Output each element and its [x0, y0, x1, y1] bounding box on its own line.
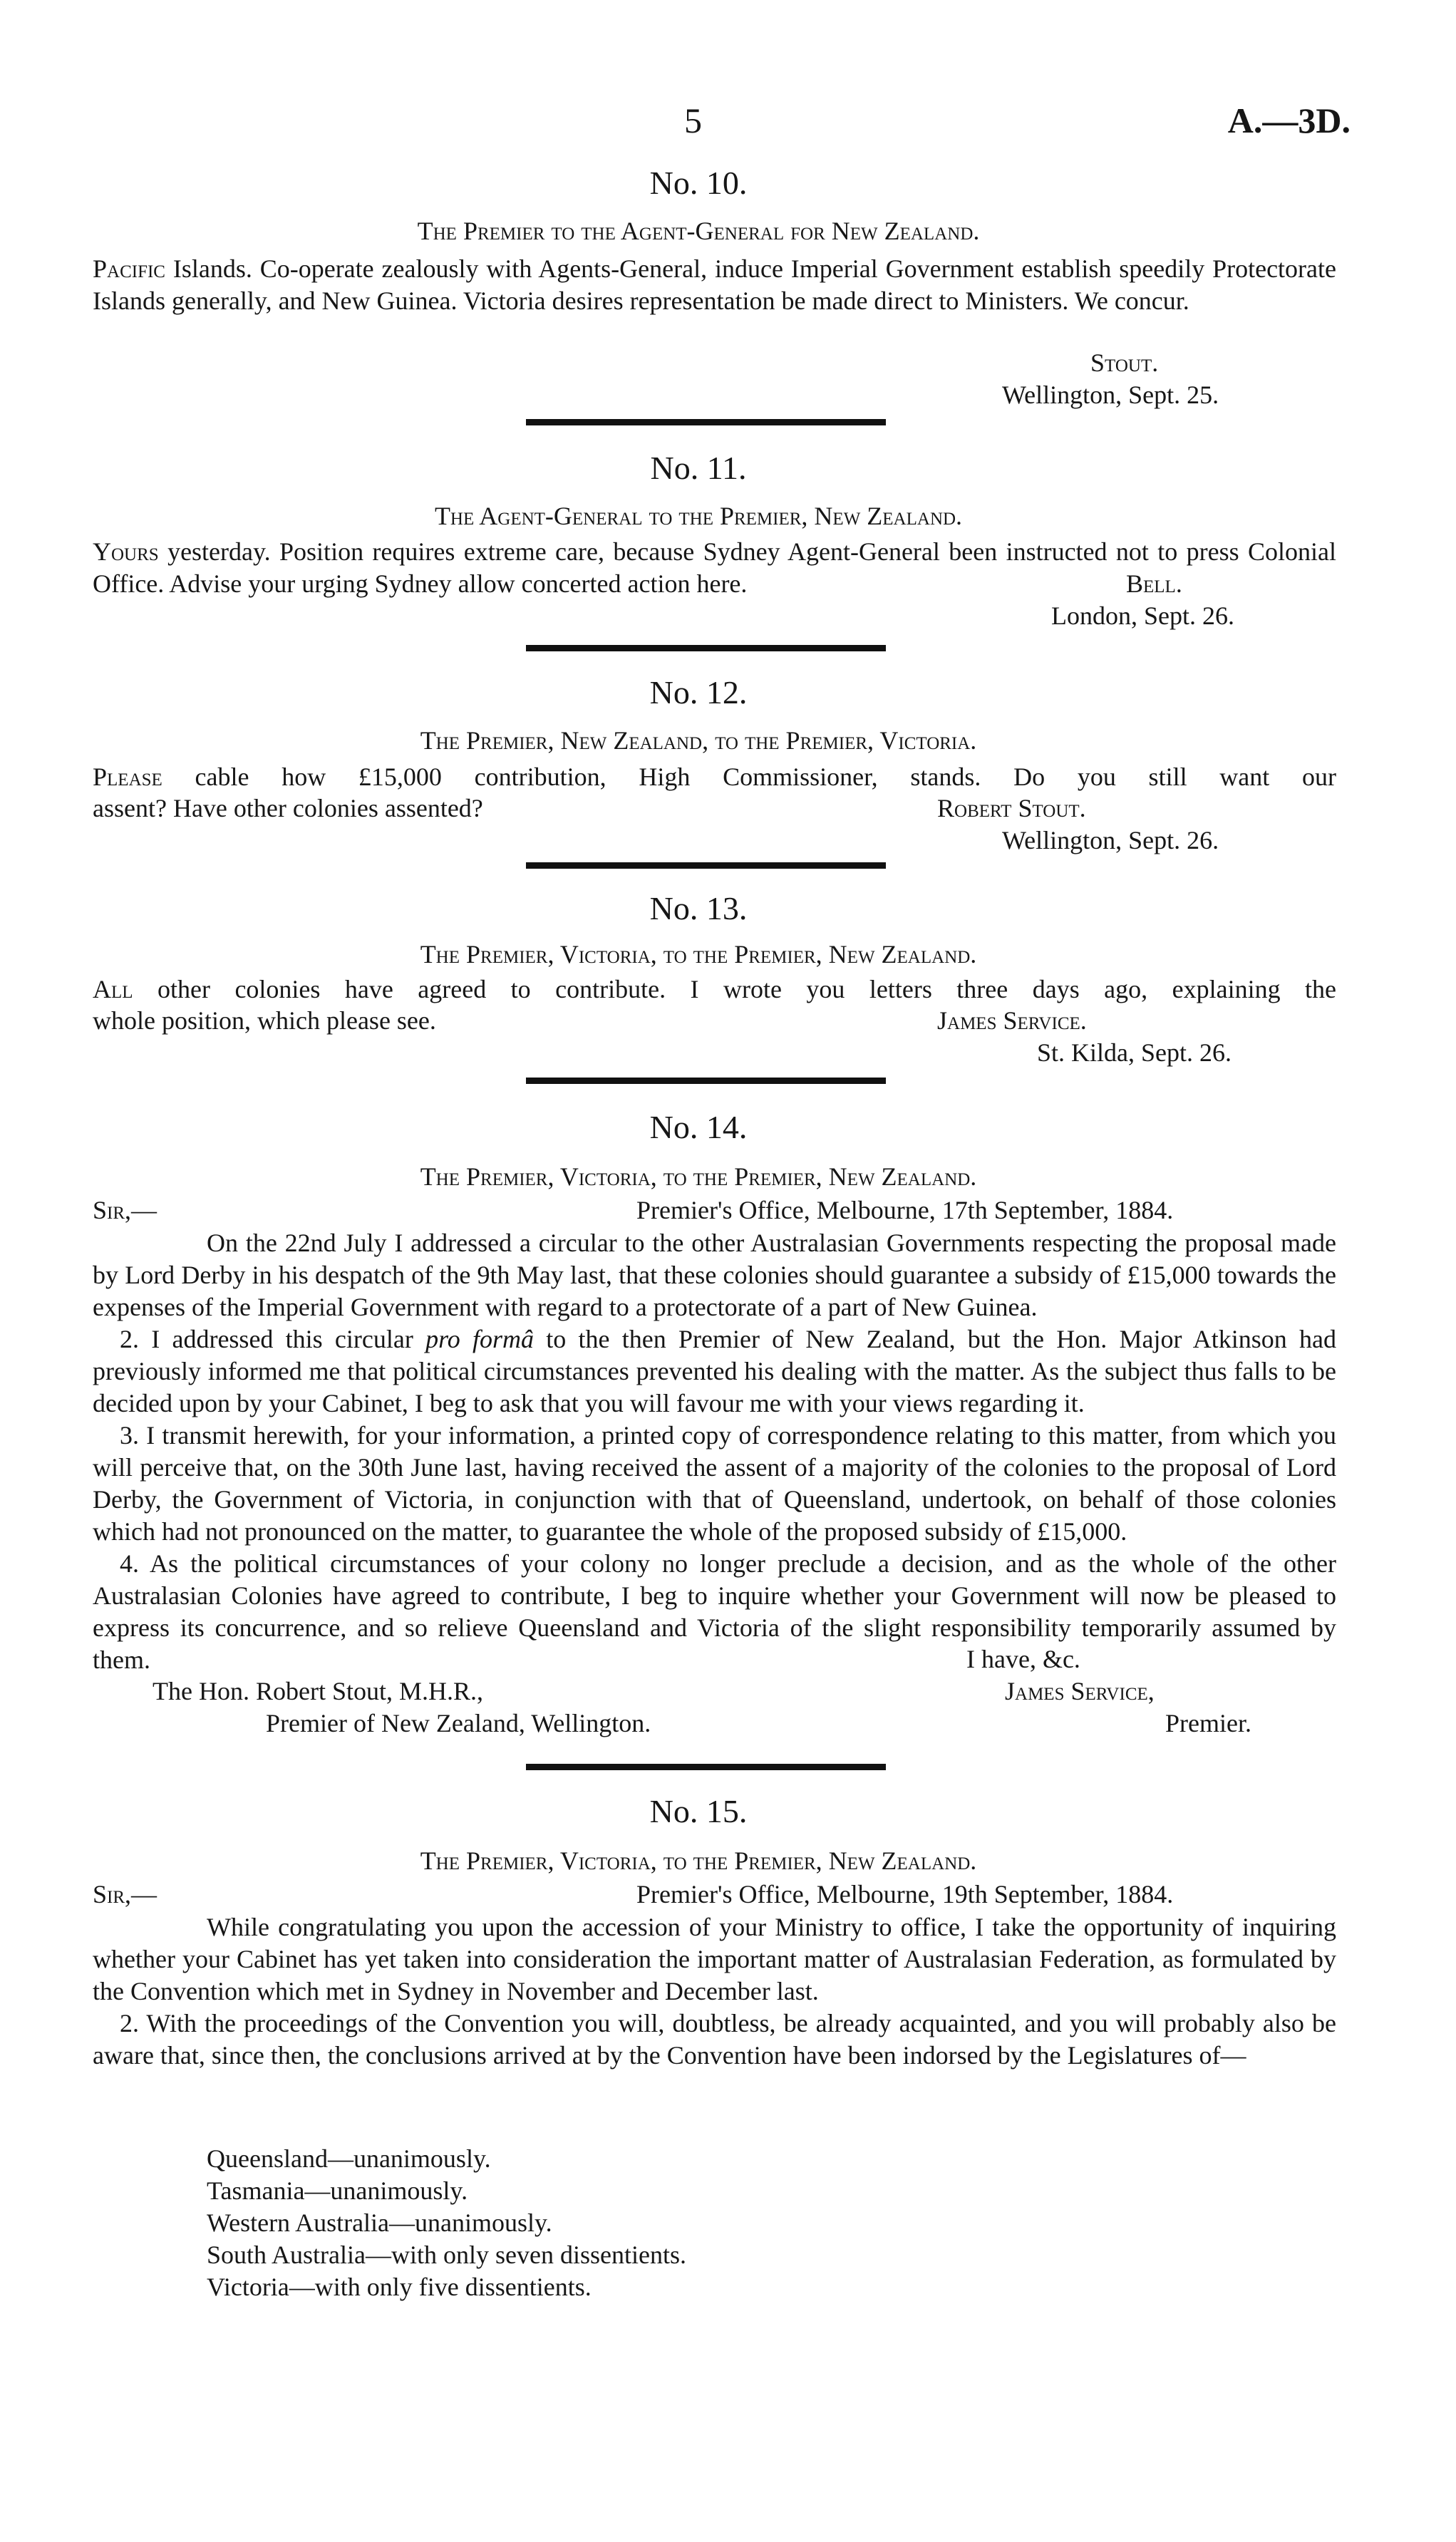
- document-reference: A.—3D.: [1227, 100, 1351, 140]
- paragraph: 3. I transmit herewith, for your information, a printed copy of correspondence relating to this matter, from which you will perceive that, on the 30th June last, having received the assent of a majority of the colonies to the proposal of Lord Derby, the Government of Victoria, in conjunction with that of Queensland, undertook, on behalf of those colonies which had not pronounced on the matter, to guarantee the whole of the proposed subsidy of £15,000.: [93, 1421, 1336, 1546]
- item-number: No. 13.: [649, 890, 748, 926]
- page-number: 5: [684, 100, 702, 140]
- place-date: Wellington, Sept. 26.: [1002, 826, 1219, 854]
- item-number: No. 11.: [650, 450, 747, 486]
- letter-body: [93, 1227, 1336, 1676]
- item-number: No. 10.: [649, 165, 748, 201]
- paragraph: 4. As the political circumstances of your colony no longer preclude a decision, and as the whole of the other Australasian Colonies have agreed to contribute, I beg to inquire whether your Government will now be pleased to express its concurrence, and so relieve Queensland and Victoria of the slight responsibility temporarily assumed by them.: [93, 1549, 1336, 1674]
- signature: Bell.: [1126, 569, 1182, 598]
- telegram-body: yesterday. Position requires extreme care, because Sydney Agent-General been instructed not to press Colonial Office. Advise your urging Sydney allow concerted action here.: [93, 537, 1336, 598]
- section-divider: [526, 419, 886, 425]
- telegram-body: cable how £15,000 contribution, High Commissioner, stands. Do you still want our: [195, 763, 1336, 791]
- lead-word: Please: [93, 763, 162, 791]
- item-heading: The Premier, Victoria, to the Premier, New Zealand.: [420, 1846, 977, 1875]
- lead-word: Pacific: [93, 254, 165, 283]
- letter-address: Premier's Office, Melbourne, 17th September, 1884.: [636, 1196, 1174, 1224]
- list-item: Victoria—with only five dissentients.: [207, 2273, 592, 2301]
- paragraph: [93, 1323, 1336, 1420]
- signature-title: Premier.: [1165, 1709, 1251, 1737]
- signature: James Service,: [1005, 1677, 1155, 1705]
- telegram-text: [93, 253, 1336, 317]
- legislature-list: [207, 2143, 686, 2303]
- lead-word: All: [93, 975, 133, 1003]
- item-heading: The Premier, New Zealand, to the Premier, Victoria.: [420, 726, 977, 755]
- lead-word: Yours: [93, 537, 159, 566]
- telegram-text-line: whole position, which please see.: [93, 1006, 436, 1035]
- item-heading: The Premier, Victoria, to the Premier, New Zealand.: [420, 1162, 977, 1191]
- item-number: No. 14.: [649, 1109, 748, 1145]
- item-heading: The Premier to the Agent-General for New Zealand.: [417, 217, 980, 245]
- letter-address: Premier's Office, Melbourne, 19th September, 1884.: [636, 1880, 1174, 1908]
- telegram-text-line: [93, 973, 1336, 1006]
- letter-body: [93, 1911, 1336, 2072]
- paragraph-text: 2. I addressed this circular: [120, 1325, 413, 1353]
- place-date: London, Sept. 26.: [1051, 601, 1234, 630]
- list-item: South Australia—with only seven dissentients.: [207, 2241, 686, 2269]
- telegram-body: Islands. Co-operate zealously with Agents-General, induce Imperial Government establish speedily Protectorate Islands generally, and New Guinea. Victoria desires representation be made direct to Ministers. We concur.: [93, 254, 1337, 315]
- section-divider: [526, 862, 886, 869]
- salutation: Sir,—: [93, 1196, 158, 1224]
- list-item: Tasmania—unanimously.: [207, 2176, 468, 2205]
- addressee: Premier of New Zealand, Wellington.: [266, 1709, 651, 1737]
- italic-phrase: pro formâ: [425, 1325, 535, 1353]
- place-date: St. Kilda, Sept. 26.: [1037, 1038, 1232, 1067]
- place-date: Wellington, Sept. 25.: [1002, 381, 1219, 409]
- signature: Robert Stout.: [937, 794, 1086, 822]
- salutation: Sir,—: [93, 1880, 158, 1908]
- item-heading: The Agent-General to the Premier, New Zealand.: [434, 502, 963, 530]
- section-divider: [526, 1078, 886, 1084]
- paragraph: On the 22nd July I addressed a circular to the other Australasian Governments respecting the proposal made by Lord Derby in his despatch of the 9th May last, that these colonies should guarantee a subsidy of £15,000 towards the expenses of the Imperial Government with regard to a protectorate of a part of New Guinea.: [93, 1229, 1336, 1321]
- telegram-text-line: [93, 761, 1336, 793]
- item-heading: The Premier, Victoria, to the Premier, New Zealand.: [420, 940, 977, 968]
- section-divider: [526, 645, 886, 651]
- signature: Stout.: [1090, 348, 1159, 377]
- item-number: No. 12.: [649, 674, 748, 711]
- item-number: No. 15.: [649, 1793, 748, 1829]
- list-item: Queensland—unanimously.: [207, 2144, 491, 2173]
- paragraph-text: to the then Premier of New Zealand, but the Hon. Major Atkinson had previously informed me that political circumstances prevented his dealing with the matter. As the subject thus falls to be decided upon by your Cabinet, I beg to ask that you will favour me with your views regarding it.: [93, 1325, 1336, 1417]
- paragraph: While congratulating you upon the accession of your Ministry to office, I take the opportunity of inquiring whether your Cabinet has yet taken into consideration the important matter of Australasian Federation, as formulated by the Convention which met in Sydney in November and December last.: [93, 1913, 1336, 2005]
- telegram-body: other colonies have agreed to contribute. I wrote you letters three days ago, explaining the: [158, 975, 1337, 1003]
- telegram-text-line: assent? Have other colonies assented?: [93, 794, 483, 822]
- signature: James Service.: [937, 1006, 1087, 1035]
- list-item: Western Australia—unanimously.: [207, 2208, 552, 2237]
- addressee: The Hon. Robert Stout, M.H.R.,: [153, 1677, 483, 1705]
- section-divider: [526, 1764, 886, 1770]
- paragraph: 2. With the proceedings of the Convention you will, doubtless, be already acquainted, and you will probably also be aware that, since then, the conclusions arrived at by the Convention have been indorsed by the Legislatures of—: [93, 2009, 1336, 2070]
- closing: I have, &c.: [966, 1645, 1080, 1673]
